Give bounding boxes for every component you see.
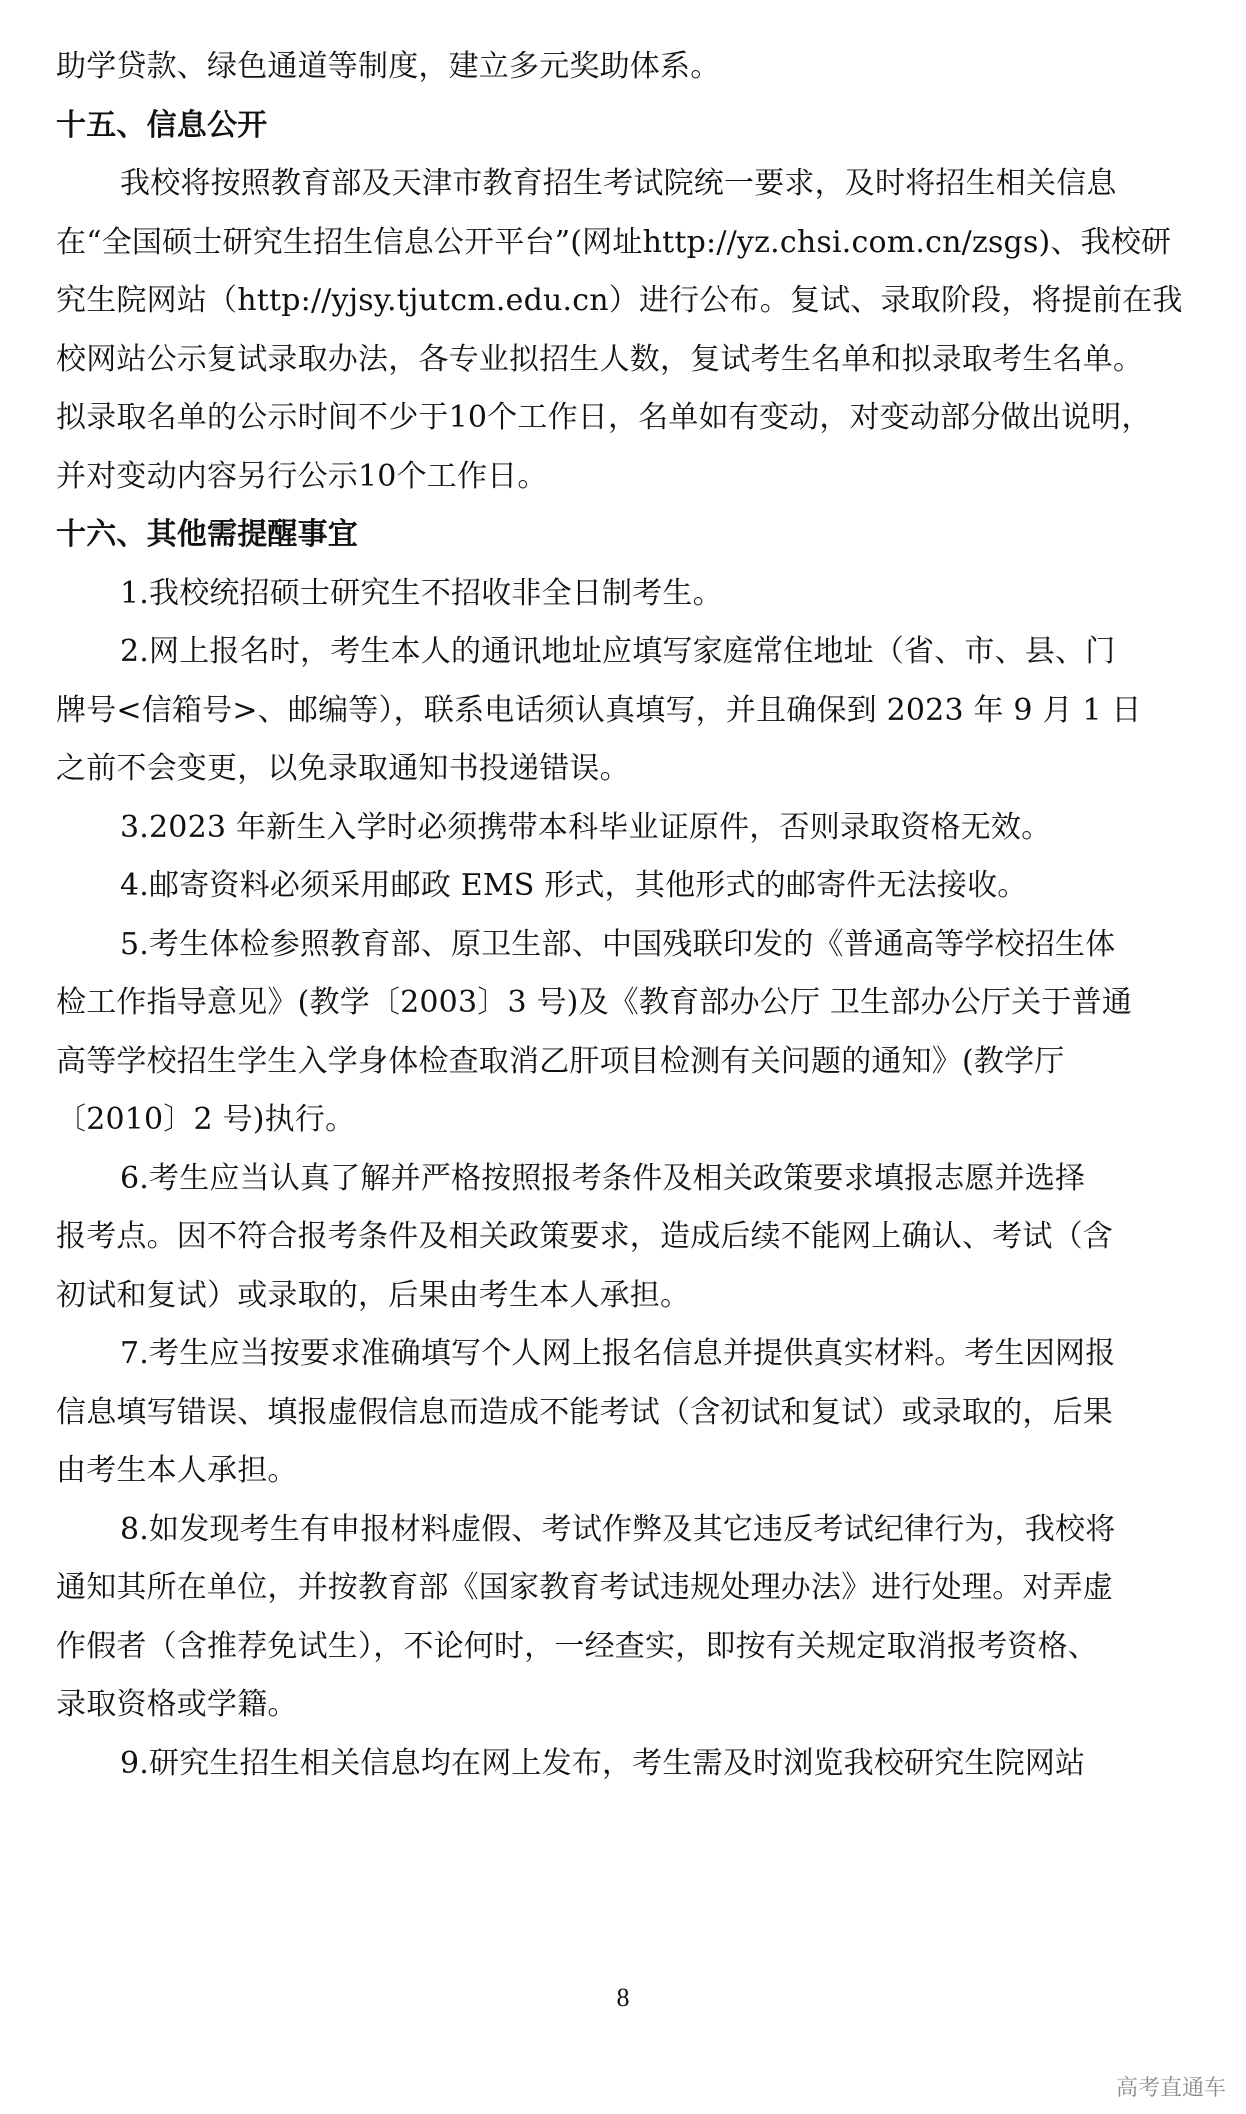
list-item-9: 9.研究生招生相关信息均在网上发布，考生需及时浏览我校研究生院网站 <box>120 1745 1086 1781</box>
paragraph-line: 究生院网站（http://yjsy.tjutcm.edu.cn）进行公布。复试、录取阶段，将提前在我 <box>56 283 1183 318</box>
paragraph-line: 报考点。因不符合报考条件及相关政策要求，造成后续不能网上确认、考试（含 <box>56 1219 1113 1254</box>
paragraph-line: 初试和复试）或录取的，后果由考生本人承担。 <box>56 1277 691 1313</box>
paragraph-line: 之前不会变更，以免录取通知书投递错误。 <box>56 751 630 786</box>
paragraph-line: 高等学校招生学生入学身体检查取消乙肝项目检测有关问题的通知》(教学厅 <box>56 1043 1065 1079</box>
paragraph-line: 在“全国硕士研究生招生信息公开平台”(网址http://yz.chsi.com.cn/zsgs)、我校研 <box>56 224 1172 260</box>
document-body <box>56 38 1208 1793</box>
paragraph-line: 通知其所在单位，并按教育部《国家教育考试违规处理办法》进行处理。对弄虚 <box>56 1570 1113 1605</box>
paragraph-line: 助学贷款、绿色通道等制度，建立多元奖助体系。 <box>56 49 721 84</box>
paragraph-line: 〔2010〕2 号)执行。 <box>56 1102 356 1137</box>
section-heading-15: 十五、信息公开 <box>56 107 268 143</box>
paragraph-line: 校网站公示复试录取办法，各专业拟招生人数，复试考生名单和拟录取考生名单。 <box>56 341 1144 377</box>
list-item-6: 6.考生应当认真了解并严格按照报考条件及相关政策要求填报志愿并选择 <box>120 1160 1086 1196</box>
list-item-2: 2.网上报名时，考生本人的通讯地址应填写家庭常住地址（省、市、县、门 <box>120 634 1116 669</box>
paragraph-line: 由考生本人承担。 <box>56 1453 298 1488</box>
paragraph-line: 信息填写错误、填报虚假信息而造成不能考试（含初试和复试）或录取的，后果 <box>56 1394 1113 1430</box>
list-item-5: 5.考生体检参照教育部、原卫生部、中国残联印发的《普通高等学校招生体 <box>120 926 1116 962</box>
list-item-3: 3.2023 年新生入学时必须携带本科毕业证原件，否则录取资格无效。 <box>120 809 1052 845</box>
list-item-8: 8.如发现考生有申报材料虚假、考试作弊及其它违反考试纪律行为，我校将 <box>120 1511 1116 1547</box>
paragraph-line: 作假者（含推荐免试生），不论何时，一经查实，即按有关规定取消报考资格、 <box>56 1628 1098 1664</box>
list-item-7: 7.考生应当按要求准确填写个人网上报名信息并提供真实材料。考生因网报 <box>120 1336 1116 1371</box>
paragraph-line: 拟录取名单的公示时间不少于10个工作日，名单如有变动，对变动部分做出说明， <box>56 400 1152 435</box>
paragraph-line: 录取资格或学籍。 <box>56 1687 298 1722</box>
paragraph-line: 并对变动内容另行公示10个工作日。 <box>56 458 548 494</box>
page-number: 8 <box>616 1983 630 2012</box>
section-heading-16: 十六、其他需提醒事宜 <box>56 517 358 552</box>
paragraph-line: 牌号<信箱号>、邮编等），联系电话须认真填写，并且确保到 2023 年 9 月 1 日 <box>56 692 1142 728</box>
watermark-text: 高考直通车 <box>1115 2076 1226 2101</box>
list-item-4: 4.邮寄资料必须采用邮政 EMS 形式，其他形式的邮寄件无法接收。 <box>120 868 1028 903</box>
paragraph-line: 我校将按照教育部及天津市教育招生考试院统一要求，及时将招生相关信息 <box>120 166 1117 201</box>
list-item-1: 1.我校统招硕士研究生不招收非全日制考生。 <box>120 575 723 611</box>
paragraph-line: 检工作指导意见》(教学〔2003〕3 号)及《教育部办公厅 卫生部办公厅关于普通 <box>56 985 1132 1020</box>
